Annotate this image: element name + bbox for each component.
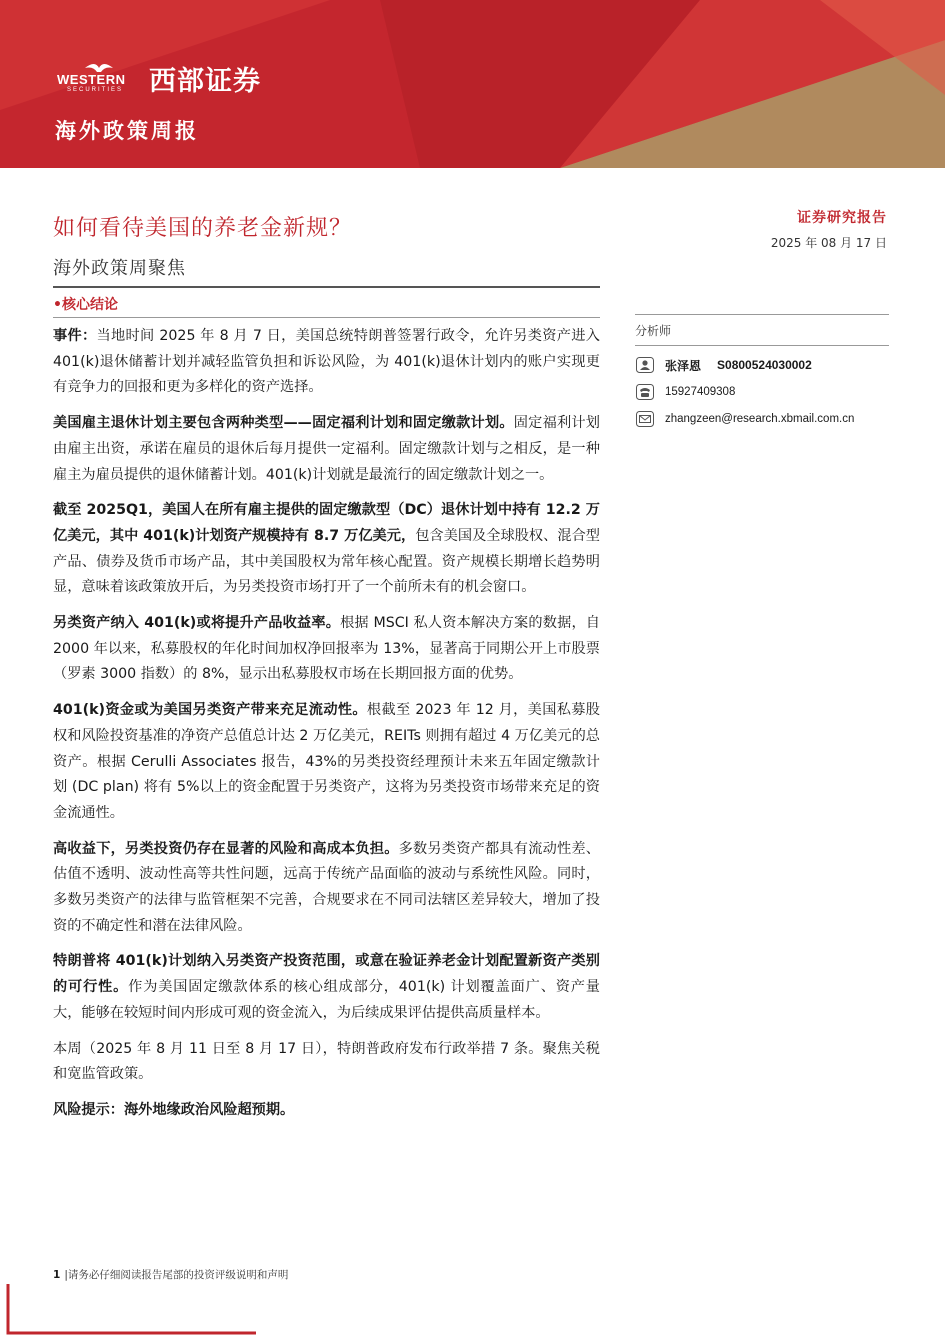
paragraph-lead: 截至 2025Q1，美国人在所有雇主提供的固定缴款型（DC）退休计划中持有 12.2 万亿美元，其中 401(k)计划资产规模持有 8.7 万亿美元， (53, 502, 600, 544)
paragraph-lead: 事件： (53, 328, 97, 344)
corner-bracket-decoration (6, 1284, 256, 1336)
report-title: 如何看待美国的养老金新规？ (53, 216, 353, 241)
paragraph-text: 根据 MSCI 私人资本解决方案的数据，自 2000 年以来，私募股权的年化时间加权净回报率为 13%，显著高于同期公开上市股票（罗素 3000 指数）的 8%，显示出私募股权市场在长期回报方面的优势。 (53, 615, 600, 683)
paragraph-intent (53, 949, 600, 1026)
paragraph-event (53, 324, 600, 401)
paragraph-text: 作为美国固定缴款体系的核心组成部分，401(k) 计划覆盖面广、资产量大，能够在较短时间内形成可观的资金流入，为后续成果评估提供高质量样本。 (53, 979, 600, 1021)
paragraph-risk-warning (53, 1098, 600, 1124)
person-icon (635, 356, 655, 374)
analyst-email[interactable]: zhangzeen@research.xbmail.com.cn (665, 413, 855, 425)
page-footer (53, 1267, 288, 1282)
paragraph-risks (53, 837, 600, 940)
report-subtitle: 海外政策周聚焦 (53, 258, 186, 279)
banner-subtitle: 海外政策周报 (55, 119, 199, 143)
paragraph-lead: 另类资产纳入 401(k)或将提升产品收益率。 (53, 615, 341, 632)
paragraph-text: 包含美国及全球股权、混合型产品、债券及货币市场产品，其中美国股权为常年核心配置。资产规模长期增长趋势明显，意味着该政策放开后，为另类投资市场打开了一个前所未有的机会窗口。 (53, 527, 600, 596)
paragraph-lead: 401(k)资金或为美国另类资产带来充足流动性。 (53, 702, 367, 719)
analyst-name: 张泽恩 (665, 358, 702, 373)
analyst-panel (635, 314, 889, 432)
analyst-email-row (635, 406, 889, 432)
report-body (53, 324, 600, 1134)
logo-mark (55, 58, 143, 98)
analyst-label: 分析师 (635, 324, 672, 338)
analyst-license-code: S0800524030002 (717, 358, 812, 372)
paragraph-text: 根截至 2023 年 12 月，美国私募股权和风险投资基准的净资产总值总计达 2 万亿美元，REITs 则拥有超过 4 万亿美元的总资产。根据 Cerulli Associates 报告，43%的另类投资经理预计未来五年固定缴款计划 (DC plan) 将有 5%以上的资金配置于另类资产，这将为另类投资市场带来充足的资金流通性。 (53, 702, 600, 821)
logo-chinese: 西部证券 (149, 66, 261, 97)
brand-logo (55, 57, 261, 98)
analyst-phone-row (635, 379, 889, 405)
report-type: 证券研究报告 (797, 210, 887, 226)
core-conclusion-label: •核心结论 (53, 297, 118, 313)
footer-separator: | (64, 1269, 68, 1281)
analyst-rule (635, 345, 889, 346)
paragraph-asset-scale (53, 498, 600, 601)
analyst-name-row (635, 352, 889, 378)
paragraph-lead: 高收益下，另类投资仍存在显著的风险和高成本负担。 (53, 840, 399, 857)
paragraph-text: 本周（2025 年 8 月 11 日至 8 月 17 日），特朗普政府发布行政举措 7 条。聚焦关税和宽监管政策。 (53, 1040, 600, 1083)
paragraph-returns (53, 611, 600, 688)
paragraph-lead: 美国雇主退休计划主要包含两种类型——固定福利计划和固定缴款计划。 (53, 415, 514, 432)
paragraph-lead: 特朗普将 401(k)计划纳入另类资产投资范围，或意在验证养老金计划配置新资产类别的可行性。 (53, 953, 600, 996)
email-icon (635, 410, 655, 428)
report-date: 2025 年 08 月 17 日 (770, 236, 887, 250)
paragraph-text: 多数另类资产都具有流动性差、估值不透明、波动性高等共性问题，远高于传统产品面临的波动与系统性风险。同时，多数另类资产的法律与监管框架不完善，合规要求在不同司法辖区差异较大，增加了投资的不确定性和潜在法律风险。 (53, 840, 600, 934)
header-banner (0, 0, 945, 168)
paragraph-liquidity (53, 698, 600, 827)
phone-icon (635, 383, 655, 401)
title-divider (53, 286, 600, 288)
logo-english: WESTERN (57, 71, 126, 87)
paragraph-plan-types (53, 411, 600, 488)
paragraph-lead: 风险提示：海外地缘政治风险超预期。 (53, 1101, 295, 1118)
section-divider (53, 317, 600, 318)
paragraph-weekly (53, 1037, 600, 1088)
paragraph-text: 当地时间 2025 年 8 月 7 日，美国总统特朗普签署行政令，允许另类资产进入 401(k)退休储蓄计划并减轻监管负担和诉讼风险，为 401(k)退休计划内的账户实现更有竞争力的回报和更为多样化的资产选择。 (53, 328, 600, 396)
paragraph-text: 固定福利计划由雇主出资，承诺在雇员的退休后每月提供一定福利。固定缴款计划与之相反，是一种雇主为雇员提供的退休储蓄计划。401(k)计划就是最流行的固定缴款计划之一。 (53, 415, 600, 483)
logo-english-sub: SECURITIES (67, 86, 124, 93)
page-number: 1 (53, 1269, 61, 1281)
footer-disclaimer: 请务必仔细阅读报告尾部的投资评级说明和声明 (67, 1269, 289, 1281)
analyst-phone[interactable]: 15927409308 (665, 386, 736, 398)
